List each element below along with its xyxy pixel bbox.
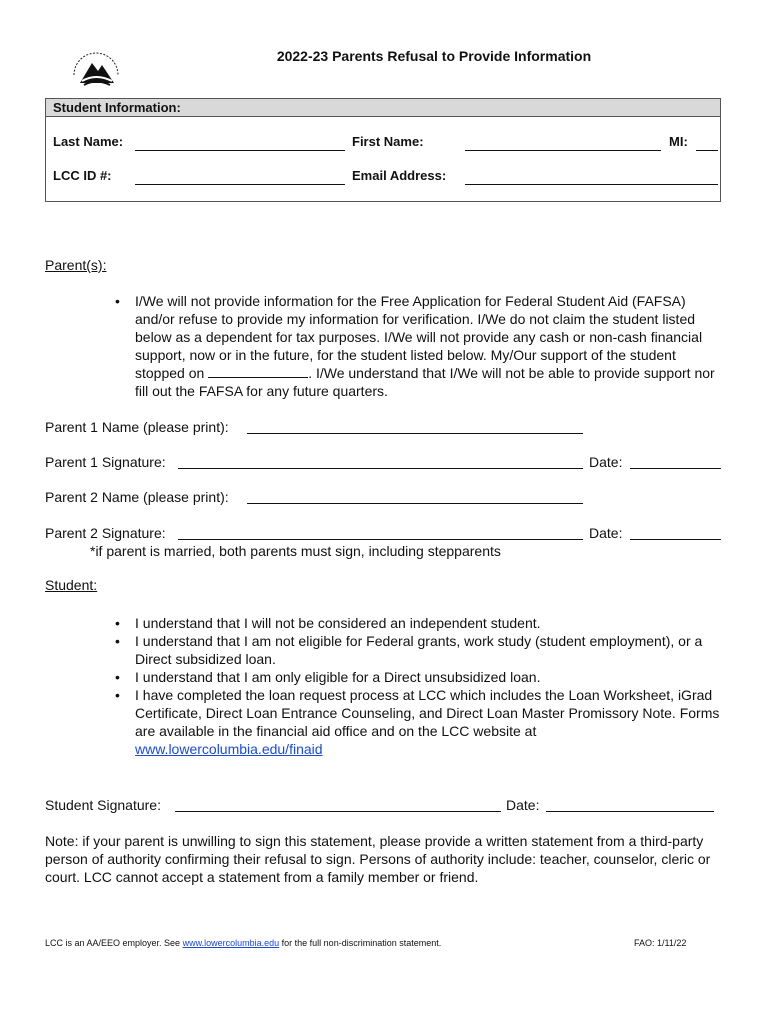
student-signature-field[interactable] (175, 811, 501, 812)
first-name-label: First Name: (352, 134, 424, 149)
parents-heading: Parent(s): (45, 257, 107, 273)
support-stopped-date-field[interactable] (208, 365, 308, 378)
parent2-name-field[interactable] (247, 503, 583, 504)
note-paragraph: Note: if your parent is unwilling to sign this statement, please provide a written statement from a third-party person of authority confirming their refusal to sign. Persons of authority include: teacher, counselor, cleric or court. LCC cannot accept a statement from a family member or friend. (45, 833, 711, 885)
parent1-name-field[interactable] (247, 433, 583, 434)
email-label: Email Address: (352, 168, 447, 183)
lcc-id-field[interactable] (135, 184, 345, 185)
student-date-field[interactable] (546, 811, 714, 812)
parent2-signature-label: Parent 2 Signature: (45, 525, 166, 541)
student-acknowledgment-list (107, 614, 723, 758)
footer-link[interactable]: www.lowercolumbia.edu (182, 938, 280, 948)
lcc-id-label: LCC ID #: (53, 168, 112, 183)
email-field[interactable] (465, 184, 718, 185)
parent2-date-label: Date: (589, 525, 623, 541)
parent1-signature-field[interactable] (178, 468, 583, 469)
student-date-label: Date: (506, 797, 540, 813)
parent-statement: • I/We will not provide information for the Free Application for Federal Student Aid (FAFSA) and/or refuse to provide my information for verification. I/We do not claim the student listed below as a dependent for tax purposes. I/We will not provide any cash or non-cash financial support, now or in the future, for the student listed below. My/Our support of the student stopped on . I/We understand that I/We will not be able to provide support nor fill out the FAFSA for any future quarters. (107, 292, 721, 400)
last-name-field[interactable] (135, 150, 345, 151)
student-signature-label: Student Signature: (45, 797, 161, 813)
mi-label: MI: (669, 134, 688, 149)
parent-statement-list (107, 292, 721, 400)
first-name-field[interactable] (465, 150, 661, 151)
page-title: 2022-23 Parents Refusal to Provide Information (276, 48, 592, 64)
parent1-date-field[interactable] (630, 468, 721, 469)
parent1-name-label: Parent 1 Name (please print): (45, 419, 229, 435)
student-heading: Student: (45, 577, 98, 593)
footer-statement: LCC is an AA/EEO employer. See www.lowercolumbia.edu for the full non-discrimination statement. (45, 938, 442, 948)
parent1-date-label: Date: (589, 454, 623, 470)
parent2-name-label: Parent 2 Name (please print): (45, 489, 229, 505)
student-info-heading: Student Information: (46, 99, 720, 117)
parent1-signature-label: Parent 1 Signature: (45, 454, 166, 470)
form-code: FAO: 1/11/22 (634, 938, 687, 948)
finaid-link[interactable]: www.lowercolumbia.edu/finaid (135, 741, 323, 757)
parent2-date-field[interactable] (630, 539, 721, 540)
mi-field[interactable] (696, 150, 718, 151)
list-item: • I understand that I am only eligible for a Direct unsubsidized loan. (107, 668, 723, 686)
list-item: • I understand that I will not be considered an independent student. (107, 614, 723, 632)
list-item: • I understand that I am not eligible for Federal grants, work study (student employment), or a Direct subsidized loan. (107, 632, 723, 668)
parent2-signature-field[interactable] (178, 539, 583, 540)
list-item: • I have completed the loan request process at LCC which includes the Loan Worksheet, iGrad Certificate, Direct Loan Entrance Counseling, and Direct Loan Master Promissory Note. Forms are available in the financial aid office and on the LCC website at www.lowercolumbia.edu/finaid (107, 686, 723, 758)
married-note: *if parent is married, both parents must sign, including stepparents (90, 543, 501, 559)
last-name-label: Last Name: (53, 134, 124, 149)
